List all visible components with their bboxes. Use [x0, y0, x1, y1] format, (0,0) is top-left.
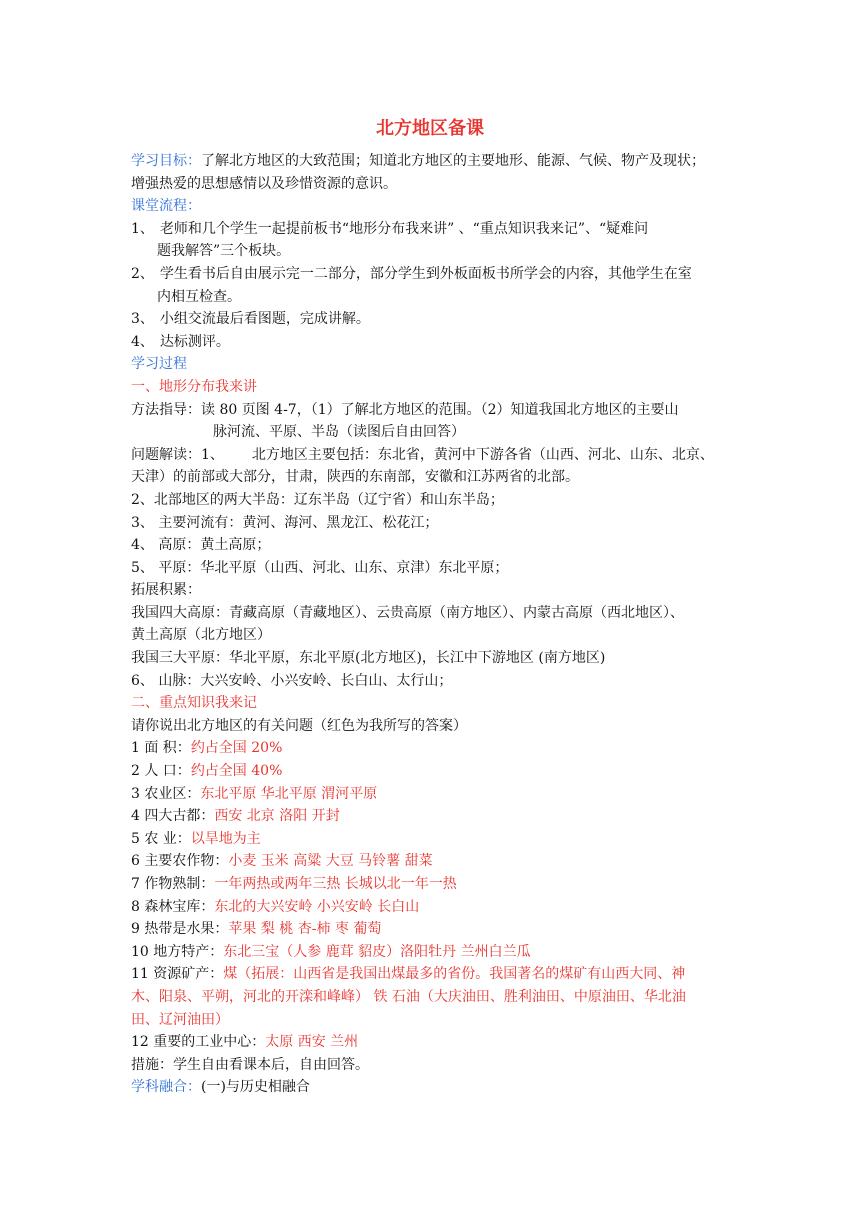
topo-item-6: 6、 山脉：大兴安岭、小兴安岭、长白山、太行山； [131, 672, 453, 689]
fact-answer: 苹果 梨 桃 杏-柿 枣 葡萄 [228, 921, 382, 938]
fact-row [131, 805, 743, 828]
industry-label: 12 重要的工业中心： [131, 1034, 266, 1051]
fact-row [131, 896, 743, 919]
flow-item-number: 1、 [131, 220, 154, 237]
learning-goal [131, 150, 743, 173]
subject-fusion-text: (一)与历史相融合 [201, 1079, 310, 1096]
extension-label: 拓展积累： [131, 582, 201, 599]
fact-label: 9 热带是水果： [131, 921, 229, 938]
flow-item-number: 3、 [131, 311, 154, 328]
topo-item-5: 5、 平原：华北平原（山西、河北、山东、京津）东北平原； [131, 559, 509, 576]
fact-answer: 一年两热或两年三热 长城以北一年一热 [214, 876, 457, 892]
fact-label: 5 农 业： [131, 830, 191, 847]
flow-item-text: 老师和几个学生一起提前板书“地形分布我来讲” 、“重点知识我来记”、“疑难问 [159, 220, 649, 237]
extension-plateaus: 我国四大高原：青藏高原（青藏地区）、云贵高原（南方地区）、内蒙古高原（西北地区）、 [131, 604, 684, 621]
document-body [131, 150, 743, 1099]
document-title: 北方地区备课 [376, 118, 484, 139]
section2-intro: 请你说出北方地区的有关问题（红色为我所写的答案） [131, 717, 467, 734]
extension-plateaus-cont: 黄土高原（北方地区） [131, 627, 271, 644]
industry-answer: 太原 西安 兰州 [265, 1034, 359, 1051]
flow-item-1-cont: 题我解答”三个板块。 [157, 243, 291, 260]
fact-answer: 约占全国 20% [190, 740, 283, 757]
resources-label: 11 资源矿产： [131, 966, 224, 983]
fact-label: 6 主要农作物： [131, 853, 229, 870]
class-flow-label: 课堂流程： [131, 198, 201, 215]
industry-row [131, 1031, 743, 1054]
resources-answer-cont2: 田、辽河油田） [131, 1011, 229, 1028]
fact-answer: 小麦 玉米 高粱 大豆 马铃薯 甜菜 [228, 853, 433, 870]
fact-answer: 东北三宝（人参 鹿茸 貂皮）洛阳牡丹 兰州白兰瓜 [223, 943, 531, 960]
method-guide-cont: 脉河流、平原、半岛（读图后自由回答） [213, 424, 465, 441]
question-interpretation [131, 444, 743, 467]
method-guide: 方法指导：读 80 页图 4-7，（1）了解北方地区的范围。（2）知道我国北方地区的主要山 [131, 401, 679, 418]
flow-item-2-cont: 内相互检查。 [157, 288, 241, 305]
flow-item-4 [131, 331, 743, 354]
fact-row [131, 737, 743, 760]
flow-item-number: 2、 [131, 265, 154, 282]
fact-row [131, 941, 743, 964]
fact-answer: 西安 北京 洛阳 开封 [214, 808, 340, 825]
learning-process-label: 学习过程 [131, 356, 187, 373]
fact-label: 10 地方特产： [131, 943, 224, 960]
fact-label: 1 面 积： [131, 740, 191, 757]
fact-row [131, 918, 743, 941]
flow-item-text: 达标测评。 [159, 333, 230, 350]
fact-answer: 东北的大兴安岭 小兴安岭 长白山 [214, 898, 420, 915]
question-text: 北方地区主要包括：东北省，黄河中下游各省（山西、河北、山东、北京、 [251, 446, 714, 463]
fact-answer: 东北平原 华北平原 渭河平原 [200, 785, 378, 802]
learning-goal-label: 学习目标： [131, 153, 201, 169]
flow-item-2 [131, 263, 743, 286]
learning-goal-line2: 增强热爱的思想感情以及珍惜资源的意识。 [131, 175, 397, 192]
fact-label: 7 作物熟制： [131, 876, 215, 892]
fact-label: 4 四大古都： [131, 808, 215, 825]
section1-heading: 一、地形分布我来讲 [131, 378, 257, 395]
topo-item-2: 2、北部地区的两大半岛：辽东半岛（辽宁省）和山东半岛； [131, 491, 504, 508]
fact-row [131, 850, 743, 873]
learning-goal-text: 了解北方地区的大致范围；知道北方地区的主要地形、能源、气候、物产及现状； [201, 153, 705, 169]
fact-answer: 约占全国 40% [190, 763, 283, 780]
fact-row [131, 760, 743, 783]
fact-row [131, 828, 743, 851]
extension-plains: 我国三大平原：华北平原，东北平原(北方地区)，长江中下游地区 (南方地区) [131, 650, 606, 667]
subject-fusion [131, 1076, 743, 1099]
flow-item-3 [131, 308, 743, 331]
topo-item-4: 4、 高原：黄土高原； [131, 537, 271, 554]
question-interpretation-cont: 天津）的前部或大部分，甘肃，陕西的东南部，安徽和江苏两省的北部。 [131, 469, 579, 486]
fact-label: 8 森林宝库： [131, 898, 215, 915]
fact-label: 2 人 口： [131, 763, 191, 780]
fact-label: 3 农业区： [131, 785, 201, 802]
fact-row [131, 873, 743, 896]
resources-answer-cont: 木、阳泉、平朔，河北的开滦和峰峰） 铁 石油（大庆油田、胜利油田、中原油田、华北油 [131, 988, 686, 1005]
measures: 措施：学生自由看课本后，自由回答。 [131, 1056, 369, 1073]
resources-row [131, 963, 743, 986]
fact-answer: 以旱地为主 [190, 830, 261, 847]
flow-item-text: 学生看书后自由展示完一二部分，部分学生到外板面板书所学会的内容，其他学生在室 [159, 265, 692, 282]
question-prefix: 问题解读：1、 [131, 446, 224, 463]
flow-item-1 [131, 218, 743, 241]
flow-item-text: 小组交流最后看图题，完成讲解。 [159, 311, 370, 328]
subject-fusion-label: 学科融合： [131, 1079, 201, 1096]
topo-item-3: 3、 主要河流有：黄河、海河、黑龙江、松花江； [131, 514, 439, 531]
section2-heading: 二、重点知识我来记 [131, 695, 257, 712]
flow-item-number: 4、 [131, 333, 154, 350]
resources-answer: 煤（拓展：山西省是我国出煤最多的省份。我国著名的煤矿有山西大同、神 [223, 966, 686, 983]
fact-row [131, 783, 743, 806]
